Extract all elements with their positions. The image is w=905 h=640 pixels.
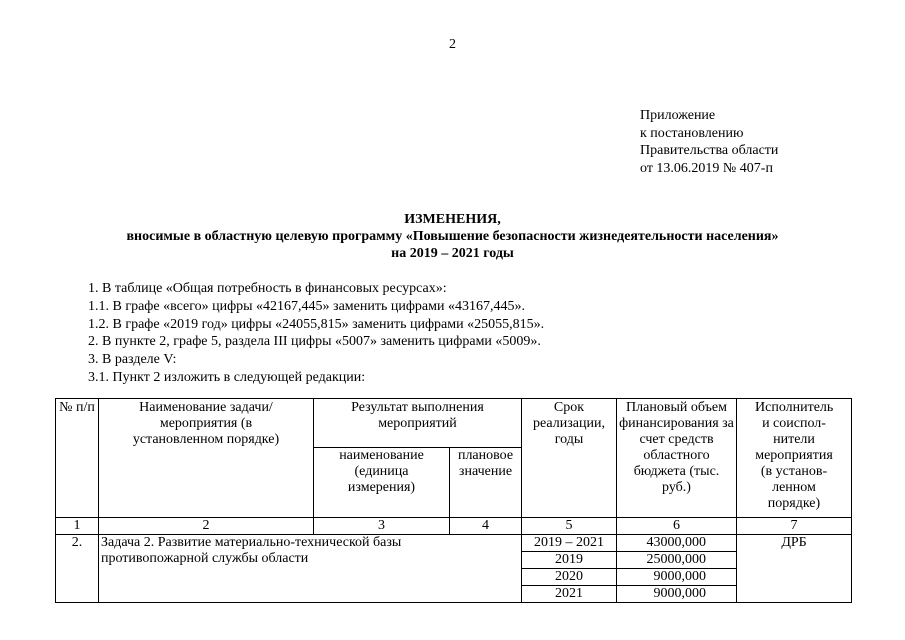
header-result-name: наименование (единица измерения) — [314, 447, 450, 517]
row-amount: 9000,000 — [617, 586, 737, 603]
header-executor: Исполнитель и соиспол-нители мероприятия (в установ-ленном порядке) — [737, 399, 852, 518]
row-amount: 25000,000 — [617, 552, 737, 569]
appendix-line: Приложение — [640, 108, 716, 123]
col-number: 6 — [617, 518, 737, 535]
appendix-note — [640, 107, 778, 177]
col-number: 4 — [450, 518, 522, 535]
row-amount: 43000,000 — [617, 535, 737, 552]
row-num: 2. — [56, 535, 99, 603]
appendix-line: от 13.06.2019 № 407-п — [640, 160, 773, 176]
title-line: ИЗМЕНЕНИЯ, — [404, 212, 501, 227]
header-result-value: плановое значение — [450, 447, 522, 517]
amendment-item: 3. В разделе V: — [88, 352, 177, 368]
amendment-item: 1. В таблице «Общая потребность в финансовых ресурсах»: — [88, 281, 447, 296]
col-number: 7 — [737, 518, 852, 535]
col-number: 5 — [522, 518, 617, 535]
header-result: Результат выполнения мероприятий — [314, 399, 522, 448]
title-line: на 2019 – 2021 годы — [391, 246, 514, 261]
row-term: 2019 — [522, 552, 617, 569]
header-funding: Плановый объем финансирования за счет средств областного бюджета (тыс. руб.) — [617, 399, 737, 518]
row-executor: ДРБ — [737, 535, 852, 603]
amendment-item: 3.1. Пункт 2 изложить в следующей редакции: — [88, 369, 366, 385]
appendix-line: Правительства области — [640, 143, 779, 158]
row-amount: 9000,000 — [617, 569, 737, 586]
row-task: Задача 2. Развитие материально-технической базы противопожарной службы области — [99, 535, 522, 603]
col-number: 2 — [99, 518, 314, 535]
row-term: 2019 – 2021 — [522, 535, 617, 552]
col-number: 3 — [314, 518, 450, 535]
header-num: № п/п — [56, 399, 99, 518]
row-term: 2020 — [522, 569, 617, 586]
col-number: 1 — [56, 518, 99, 535]
amendment-item: 2. В пункте 2, графе 5, раздела III цифры «5007» заменить цифрами «5009». — [88, 334, 541, 350]
appendix-line: к постановлению — [640, 125, 744, 141]
row-term: 2021 — [522, 586, 617, 603]
program-table — [55, 398, 852, 603]
document-title — [0, 211, 905, 262]
header-term: Срок реализации, годы — [522, 399, 617, 518]
header-name: Наименование задачи/мероприятия (в установленном порядке) — [99, 399, 314, 518]
amendment-item: 1.1. В графе «всего» цифры «42167,445» заменить цифрами «43167,445». — [88, 298, 525, 314]
title-line: вносимые в областную целевую программу «Повышение безопасности жизнедеятельности населения» — [126, 229, 779, 244]
page-number: 2 — [449, 37, 456, 52]
amendment-item: 1.2. В графе «2019 год» цифры «24055,815» заменить цифрами «25055,815». — [88, 316, 545, 332]
amendment-list — [88, 280, 544, 387]
